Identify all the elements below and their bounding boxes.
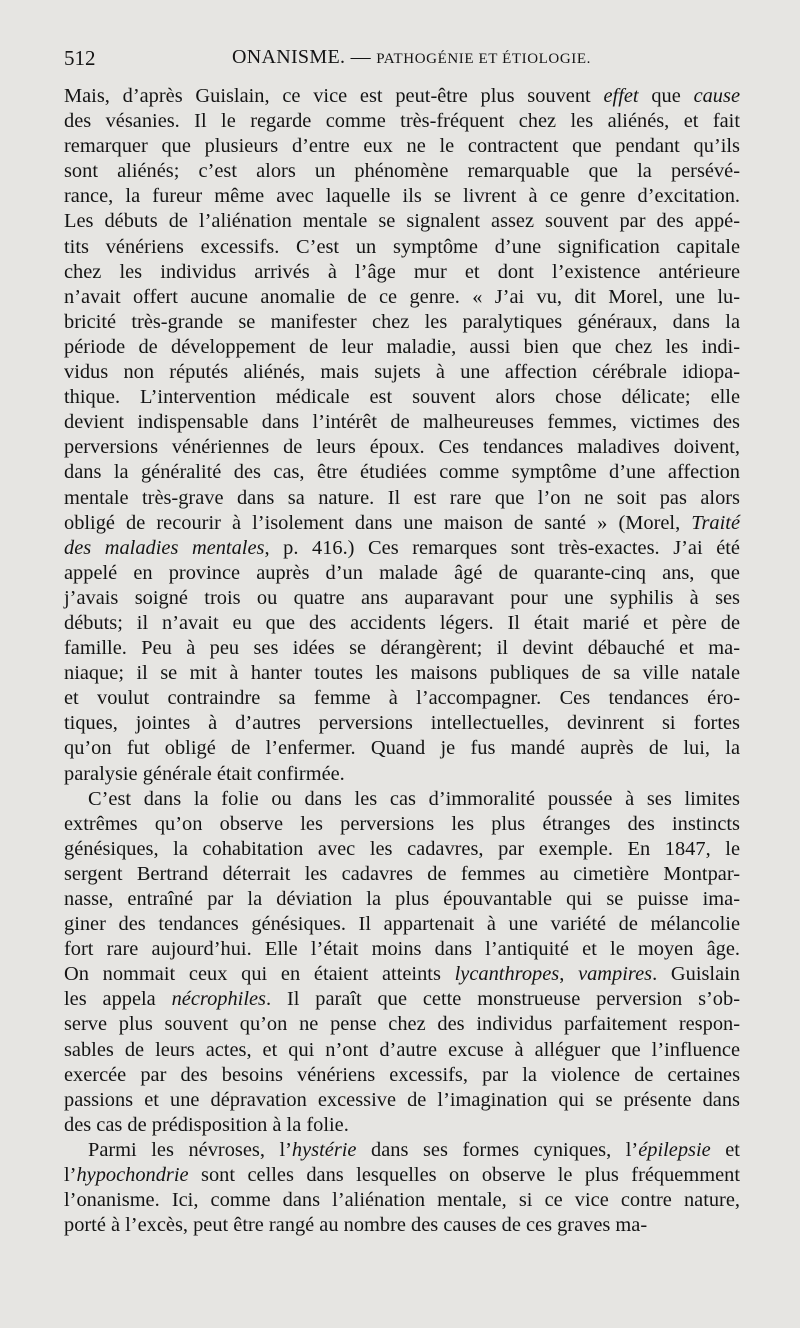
- text-run: passions et une dépravation excessive de l’imagination qui se présente dans: [64, 1088, 740, 1111]
- text-run: thique. L’intervention médicale est souvent alors chose délicate; elle: [64, 386, 740, 409]
- title-subtitle: PATHOGÉNIE ET ÉTIOLOGIE.: [376, 51, 591, 67]
- italic-term: hypochondrie: [76, 1164, 189, 1187]
- running-header: [64, 46, 740, 76]
- text-run: bricité très-grande se manifester chez les paralytiques généraux, dans la: [64, 310, 740, 333]
- italic-term: hystérie: [291, 1138, 357, 1161]
- italic-term: lycanthropes: [454, 963, 560, 986]
- italic-term: nécrophiles: [171, 988, 266, 1011]
- text-line: [64, 460, 740, 485]
- italic-term: Traité: [691, 511, 740, 534]
- text-run: ,: [559, 963, 579, 986]
- text-line: [64, 410, 740, 435]
- body-text: [64, 84, 740, 1238]
- text-line: [64, 184, 740, 209]
- text-run: serve plus souvent qu’on ne pense chez des individus parfaitement respon-: [64, 1013, 740, 1036]
- text-line: [64, 209, 740, 234]
- title-separator: —: [350, 46, 371, 68]
- text-line: [64, 1063, 740, 1088]
- text-line: [64, 812, 740, 837]
- text-line: [64, 1113, 740, 1138]
- text-run: . Guislain: [652, 963, 740, 986]
- italic-term: des maladies mentales: [64, 536, 265, 559]
- text-run: porté à l’excès, peut être rangé au nombre des causes de ces graves ma-: [64, 1214, 648, 1237]
- text-run: vidus non réputés aliénés, mais sujets à une affection cérébrale idiopa-: [64, 361, 740, 384]
- text-run: sont aliénés; c’est alors un phénomène remarquable que la persévé-: [64, 160, 740, 183]
- text-line: [64, 1038, 740, 1063]
- text-run: dans ses formes cyniques, l’: [356, 1138, 639, 1161]
- text-run: exercée par des besoins vénériens excessifs, par la violence de certaines: [64, 1063, 740, 1086]
- text-line: [64, 486, 740, 511]
- text-line: [64, 1138, 740, 1163]
- text-line: [64, 134, 740, 159]
- text-line: [64, 84, 740, 109]
- text-run: On nommait ceux qui en étaient atteints: [64, 963, 455, 986]
- text-run: devient indispensable dans l’intérêt de malheureuses femmes, victimes des: [64, 411, 740, 434]
- text-run: débuts; il n’avait eu que des accidents légers. Il était marié et père de: [64, 611, 740, 634]
- text-line: [64, 1188, 740, 1213]
- italic-term: épilepsie: [638, 1138, 711, 1161]
- text-line: [64, 912, 740, 937]
- text-run: Mais, d’après Guislain, ce vice est peut-être plus souvent: [64, 85, 604, 107]
- text-run: , p. 416.) Ces remarques sont très-exactes. J’ai été: [264, 536, 740, 559]
- text-line: [64, 962, 740, 987]
- text-run: sont celles dans lesquelles on observe le plus fréquemment: [188, 1164, 740, 1187]
- text-line: [64, 435, 740, 460]
- text-line: [64, 310, 740, 335]
- text-line: [64, 661, 740, 686]
- text-line: [64, 235, 740, 260]
- text-run: dans la généralité des cas, être étudiées comme symptôme d’une affection: [64, 461, 740, 484]
- text-line: [64, 285, 740, 310]
- text-line: [64, 260, 740, 285]
- text-run: perversions vénériennes de leurs époux. Ces tendances maladives doivent,: [64, 436, 740, 459]
- text-run: des vésanies. Il le regarde comme très-fréquent chez les aliénés, et fait: [64, 110, 740, 133]
- text-run: giner des tendances génésiques. Il appartenait à une variété de mélancolie: [64, 913, 740, 936]
- text-run: C’est dans la folie ou dans les cas d’immoralité poussée à ses limites: [88, 787, 740, 810]
- text-run: des cas de prédisposition à la folie.: [64, 1113, 349, 1136]
- text-line: [64, 360, 740, 385]
- text-line: [64, 335, 740, 360]
- text-line: [64, 837, 740, 862]
- text-run: génésiques, la cohabitation avec les cadavres, par exemple. En 1847, le: [64, 837, 740, 860]
- text-run: j’avais soigné trois ou quatre ans auparavant pour une syphilis à ses: [64, 586, 740, 609]
- text-line: [64, 862, 740, 887]
- text-run: Parmi les névroses, l’: [88, 1138, 292, 1161]
- text-run: famille. Peu à peu ses idées se dérangèrent; il devint débauché et ma-: [64, 637, 740, 660]
- text-run: fort rare aujourd’hui. Elle l’était moins dans l’antiquité et le moyen âge.: [64, 938, 740, 961]
- text-line: [64, 159, 740, 184]
- text-run: rance, la fureur même avec laquelle ils se livrent à ce genre d’excitation.: [64, 185, 740, 208]
- text-line: [64, 536, 740, 561]
- text-run: tiques, jointes à d’autres perversions intellectuelles, devinrent si fortes: [64, 712, 740, 735]
- text-run: mentale très-grave dans sa nature. Il est rare que l’on ne soit pas alors: [64, 486, 740, 509]
- text-run: et: [710, 1138, 740, 1161]
- page-number: 512: [64, 46, 96, 70]
- text-line: [64, 787, 740, 812]
- text-run: tits vénériens excessifs. C’est un symptôme d’une signification capitale: [64, 235, 740, 258]
- text-run: les appela: [64, 988, 172, 1011]
- text-line: [64, 561, 740, 586]
- running-title: [232, 46, 591, 69]
- text-line: [64, 1213, 740, 1238]
- text-run: sables de leurs actes, et qui n’ont d’autre excuse à alléguer que l’influence: [64, 1038, 740, 1061]
- text-line: [64, 511, 740, 536]
- title-main: ONANISME.: [232, 46, 346, 68]
- text-run: paralysie générale était confirmée.: [64, 762, 345, 785]
- text-run: période de développement de leur maladie, aussi bien que chez les indi-: [64, 335, 740, 358]
- text-run: l’onanisme. Ici, comme dans l’aliénation mentale, si ce vice contre nature,: [64, 1189, 740, 1212]
- text-line: [64, 1012, 740, 1037]
- text-run: remarquer que plusieurs d’entre eux ne le contractent que pendant qu’ils: [64, 135, 740, 158]
- text-run: . Il paraît que cette monstrueuse perversion s’ob-: [265, 988, 740, 1011]
- text-line: [64, 937, 740, 962]
- text-run: Les débuts de l’aliénation mentale se signalent assez souvent par des appé-: [64, 210, 740, 233]
- text-run: appelé en province auprès d’un malade âgé de quarante-cinq ans, que: [64, 561, 740, 584]
- text-line: [64, 385, 740, 410]
- text-run: nasse, entraîné par la déviation la plus épouvantable qui se puisse ima-: [64, 888, 740, 910]
- text-line: [64, 736, 740, 761]
- text-run: chez les individus arrivés à l’âge mur et dont l’existence antérieure: [64, 260, 740, 283]
- text-run: n’avait offert aucune anomalie de ce genre. « J’ai vu, dit Morel, une lu-: [64, 285, 740, 308]
- italic-term: vampires: [578, 963, 653, 986]
- text-line: [64, 887, 740, 912]
- text-line: [64, 711, 740, 736]
- text-line: [64, 611, 740, 636]
- text-run: sergent Bertrand déterrait les cadavres de femmes au cimetière Montpar-: [64, 862, 740, 885]
- italic-term: cause: [693, 85, 740, 107]
- text-run: obligé de recourir à l’isolement dans une maison de santé » (Morel,: [64, 511, 692, 534]
- text-run: et voulut contraindre sa femme à l’accompagner. Ces tendances éro-: [64, 687, 740, 710]
- text-line: [64, 762, 740, 787]
- text-run: niaque; il se mit à hanter toutes les maisons publiques de sa ville natale: [64, 662, 740, 685]
- text-run: qu’on fut obligé de l’enfermer. Quand je fus mandé auprès de lui, la: [64, 737, 740, 760]
- text-line: [64, 686, 740, 711]
- text-line: [64, 586, 740, 611]
- text-line: [64, 1163, 740, 1188]
- text-run: extrêmes qu’on observe les perversions les plus étranges des instincts: [64, 812, 740, 835]
- italic-term: effet: [603, 85, 639, 107]
- text-line: [64, 636, 740, 661]
- text-line: [64, 987, 740, 1012]
- text-line: [64, 109, 740, 134]
- text-run: l’: [64, 1164, 77, 1187]
- text-line: [64, 1088, 740, 1113]
- text-run: que: [638, 85, 694, 107]
